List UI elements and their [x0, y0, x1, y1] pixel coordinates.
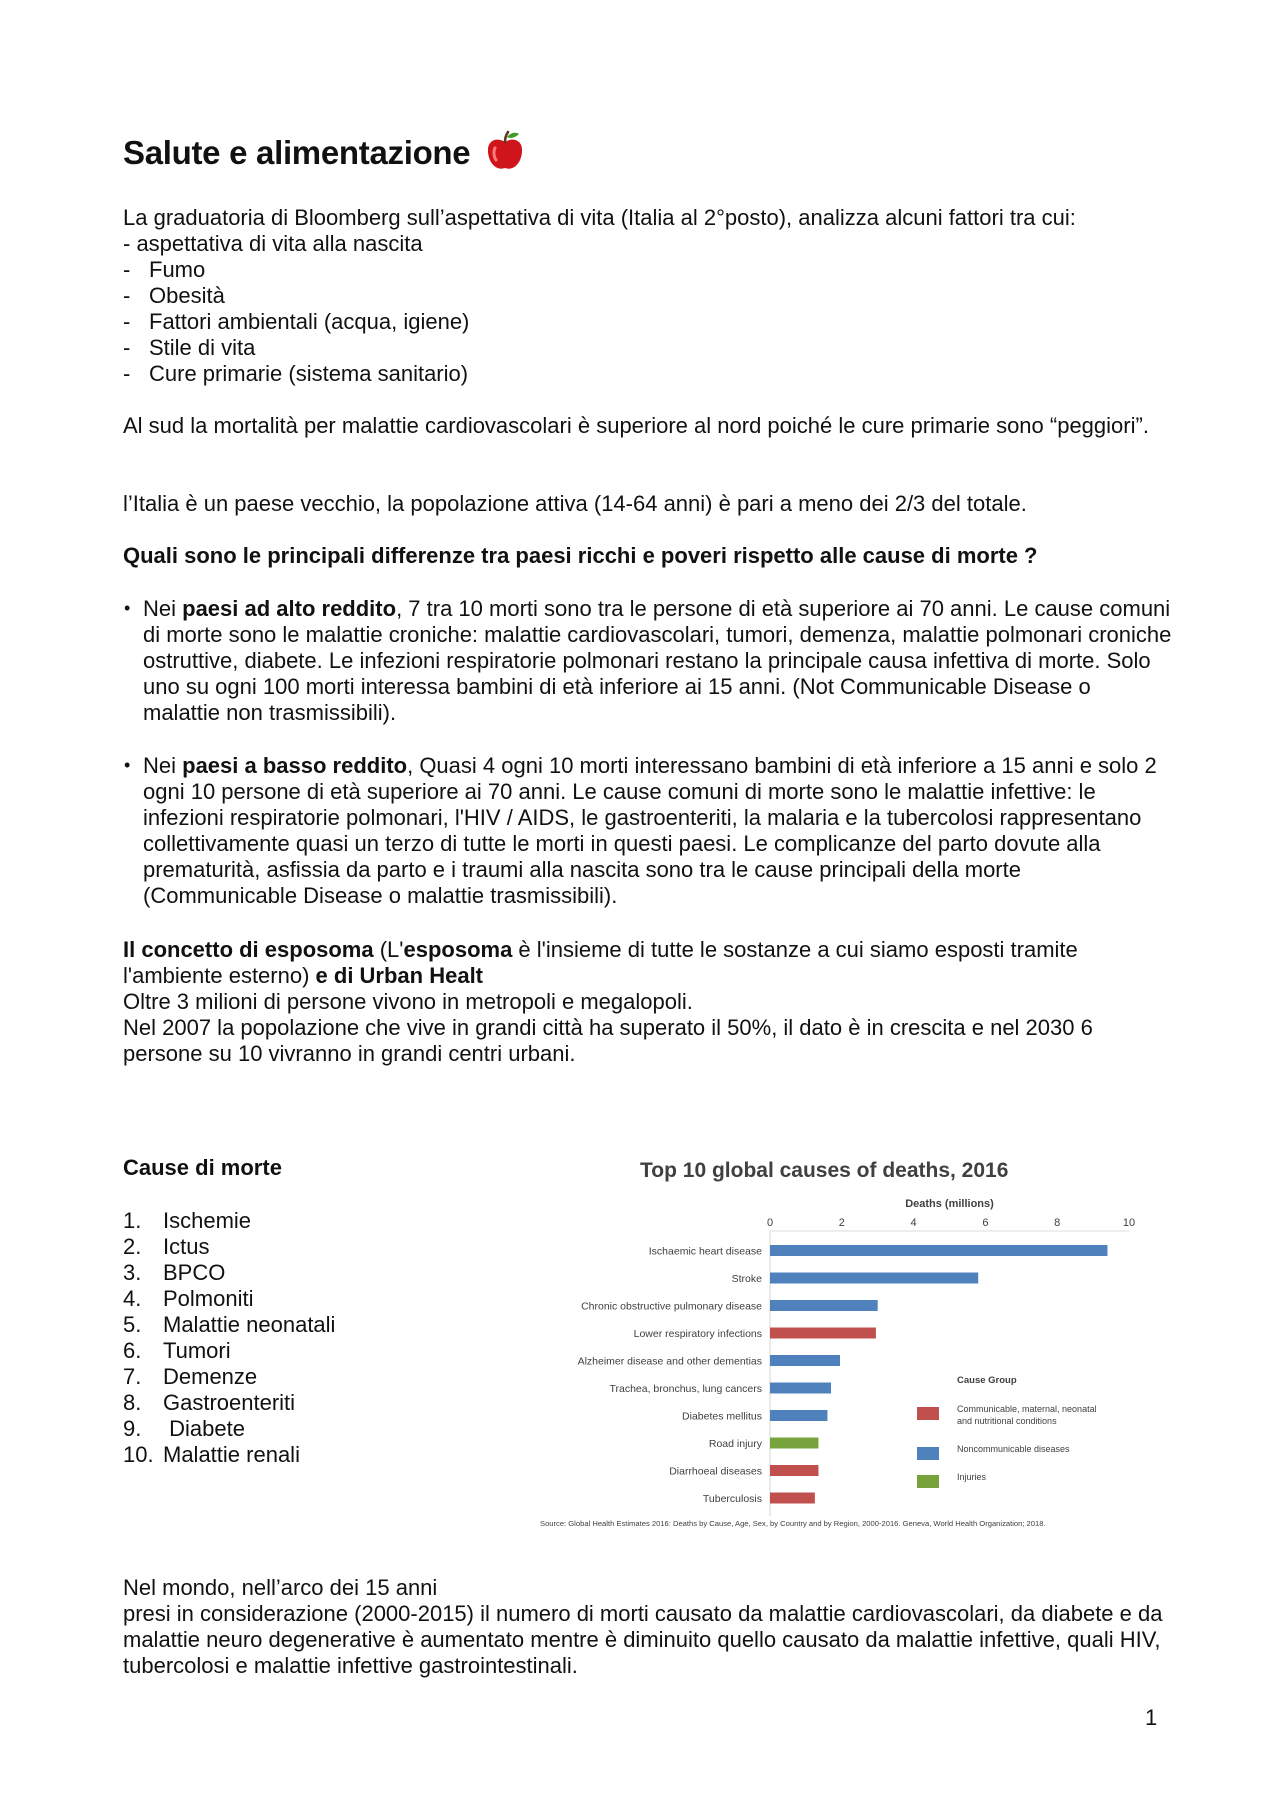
- bullet-bold-text: paesi ad alto reddito: [182, 596, 397, 621]
- paragraph-italia: l’Italia è un paese vecchio, la popolazione attiva (14-64 anni) è pari a meno dei 2/3 del totale.: [123, 491, 1027, 516]
- chart-category-label: Road injury: [708, 1438, 762, 1450]
- chart-category-label: Stroke: [731, 1273, 762, 1285]
- esposoma-line: Oltre 3 milioni di persone vivono in metropoli e megalopoli.: [123, 989, 693, 1014]
- list-item: - Fumo: [123, 257, 1173, 283]
- causes-section: [123, 1155, 503, 1468]
- page-title: [123, 130, 525, 172]
- chart-legend-swatch: [917, 1475, 939, 1488]
- list-item: - Obesità: [123, 283, 1173, 309]
- list-item: [123, 1234, 503, 1260]
- list-item: [123, 1364, 503, 1390]
- chart-bar: [770, 1245, 1107, 1256]
- list-item: - Fattori ambientali (acqua, igiene): [123, 309, 1173, 335]
- esposoma-line: Nel 2007 la popolazione che vive in grandi città ha superato il 50%, il dato è in crescita e nel 2030 6 persone su 10 vivranno in grandi centri urbani.: [123, 1015, 1093, 1066]
- esposoma-bold: Il concetto di esposoma: [123, 937, 374, 962]
- chart-category-label: Tuberculosis: [702, 1493, 762, 1505]
- mondo-section: [123, 1575, 1173, 1679]
- list-item: [123, 1416, 503, 1442]
- esposoma-section: [123, 937, 1173, 1067]
- list-item: - Stile di vita: [123, 335, 1173, 361]
- chart-bar: [770, 1328, 876, 1339]
- bullet-high-income: [123, 596, 1173, 726]
- list-number: 7.: [123, 1364, 142, 1389]
- chart-bar: [770, 1493, 815, 1504]
- list-item: [123, 1208, 503, 1234]
- list-label: Malattie renali: [163, 1442, 300, 1467]
- list-label: Polmoniti: [163, 1286, 254, 1311]
- list-number: 2.: [123, 1234, 142, 1259]
- list-number: 3.: [123, 1260, 142, 1285]
- list-number: 4.: [123, 1286, 142, 1311]
- chart-category-label: Ischaemic heart disease: [648, 1245, 762, 1258]
- chart-bar: [770, 1355, 840, 1366]
- chart-legend-label: Communicable, maternal, neonatal: [957, 1404, 1097, 1414]
- causes-list: [123, 1208, 503, 1468]
- title-text: Salute e alimentazione: [123, 134, 471, 171]
- list-number: 9.: [123, 1416, 142, 1441]
- esposoma-paragraph: [123, 937, 1173, 989]
- list-number: 10.: [123, 1442, 154, 1467]
- chart-bar: [770, 1300, 878, 1311]
- list-label: Tumori: [163, 1338, 231, 1363]
- list-label: Ischemie: [163, 1208, 252, 1233]
- list-item: [123, 1286, 503, 1312]
- chart-legend-title: Cause Group: [957, 1375, 1017, 1386]
- chart-x-axis-label: Deaths (millions): [905, 1198, 994, 1210]
- chart-tick-label: 8: [1054, 1217, 1061, 1229]
- bullet-text: Nei: [143, 596, 183, 621]
- chart-category-label: Lower respiratory infections: [633, 1328, 762, 1340]
- esposoma-bold: esposoma: [403, 937, 513, 962]
- causes-heading: Cause di morte: [123, 1155, 282, 1180]
- chart-bar: [770, 1465, 818, 1476]
- urban-health-bold: e di Urban Healt: [315, 963, 484, 988]
- chart-legend-label: and nutritional conditions: [957, 1416, 1057, 1426]
- causes-of-death-chart: [520, 1145, 1150, 1545]
- esposoma-text: (L': [373, 937, 404, 962]
- list-item: [123, 1338, 503, 1364]
- page-number: 1: [1145, 1705, 1158, 1730]
- chart-bar: [770, 1410, 827, 1421]
- factor-list: [123, 257, 1173, 387]
- list-item: [123, 1260, 503, 1286]
- chart-bar: [770, 1383, 831, 1394]
- chart-legend-swatch: [917, 1407, 939, 1420]
- chart-tick-label: 6: [982, 1217, 989, 1229]
- bullet-bold-text: paesi a basso reddito: [182, 753, 408, 778]
- chart-category-label: Alzheimer disease and other dementias: [577, 1355, 762, 1368]
- list-item: [123, 1312, 503, 1338]
- mondo-paragraph: presi in considerazione (2000-2015) il numero di morti causato da malattie cardiovascolari, da diabete e da malattie neuro degenerative è aumentato mentre è diminuito quello causato da malattie infettive, quali HIV, tubercolosi e malattie infettive gastrointestinali.: [123, 1601, 1163, 1678]
- intro-text: La graduatoria di Bloomberg sull’aspettativa di vita (Italia al 2°posto), analizza alcuni fattori tra cui:: [123, 205, 1076, 230]
- chart-source-note: Source: Global Health Estimates 2016: Deaths by Cause, Age, Sex, by Country and by Region, 2000-2016. Geneva, World Health Organization; 2018.: [540, 1519, 1046, 1528]
- list-label: Ictus: [163, 1234, 210, 1259]
- intro-first-item: - aspettativa di vita alla nascita: [123, 231, 423, 256]
- chart-tick-label: 10: [1122, 1217, 1136, 1229]
- list-item: [123, 1390, 503, 1416]
- chart-category-label: Diarrhoeal diseases: [669, 1465, 762, 1478]
- chart-title: Top 10 global causes of deaths, 2016: [640, 1159, 1009, 1182]
- bullet-item: [123, 596, 1173, 726]
- paragraph-sud: Al sud la mortalità per malattie cardiovascolari è superiore al nord poiché le cure primarie sono “peggiori”.: [123, 413, 1149, 438]
- bullet-low-income: [123, 753, 1173, 909]
- esposoma-text: è l'insieme di tutte le sostanze a cui siamo esposti tramite l'ambiente esterno): [123, 937, 1078, 988]
- intro-section: [123, 205, 1173, 387]
- apple-icon: [485, 130, 525, 172]
- chart-legend-swatch: [917, 1447, 939, 1460]
- bullet-text: , Quasi 4 ogni 10 morti interessano bambini di età inferiore a 15 anni e solo 2 ogni 10 persone di età superiore ai 70 anni. Le cause comuni di morte sono le malattie infettive: le infezioni respiratorie polmonari, l'HIV / AIDS, le gastroenteriti, la malaria e la tubercolosi rappresentano collettivamente quasi un terzo di tutte le morti in questi paesi. Le complicanze del parto dovute alla prematurità, asfissia da parto e i traumi alla nascita sono tra le cause principali della morte (Communicable Disease o malattie trasmissibili).: [143, 753, 1157, 908]
- list-number: 6.: [123, 1338, 142, 1363]
- list-label: Demenze: [163, 1364, 258, 1389]
- list-label: Malattie neonatali: [163, 1312, 336, 1337]
- chart-category-label: Trachea, bronchus, lung cancers: [609, 1383, 762, 1395]
- chart-legend-label: Injuries: [957, 1472, 987, 1482]
- chart-bar: [770, 1273, 978, 1284]
- bullet-text: Nei: [143, 753, 183, 778]
- chart-tick-label: 4: [910, 1217, 917, 1229]
- bullet-text: , 7 tra 10 morti sono tra le persone di età superiore ai 70 anni. Le cause comuni di morte sono le malattie croniche: malattie cardiovascolari, tumori, demenza, malattie polmonari croniche ostruttive, diabete. Le infezioni respiratorie polmonari restano la principale causa infettiva di morte. Solo uno su ogni 100 morti interessa bambini di età inferiore ai 15 anni. (Not Communicable Disease o malattie non trasmissibili).: [143, 596, 1172, 725]
- list-label: BPCO: [163, 1260, 226, 1285]
- bullet-item: [123, 753, 1173, 909]
- chart-legend-label: Noncommunicable diseases: [957, 1444, 1070, 1454]
- chart-category-label: Chronic obstructive pulmonary disease: [581, 1300, 762, 1313]
- chart-tick-label: 0: [766, 1217, 774, 1229]
- chart-category-label: Diabetes mellitus: [682, 1410, 762, 1423]
- list-label: Gastroenteriti: [163, 1390, 296, 1415]
- list-number: 1.: [123, 1208, 142, 1233]
- list-item: - Cure primarie (sistema sanitario): [123, 361, 1173, 387]
- list-number: 5.: [123, 1312, 142, 1337]
- list-number: 8.: [123, 1390, 142, 1415]
- question-heading: Quali sono le principali differenze tra paesi ricchi e poveri rispetto alle cause di morte ?: [123, 543, 1038, 568]
- list-item: [123, 1442, 503, 1468]
- chart-tick-label: 2: [838, 1217, 845, 1229]
- list-label: Diabete: [163, 1416, 245, 1441]
- chart-bar: [770, 1438, 818, 1449]
- mondo-line: Nel mondo, nell’arco dei 15 anni: [123, 1575, 438, 1600]
